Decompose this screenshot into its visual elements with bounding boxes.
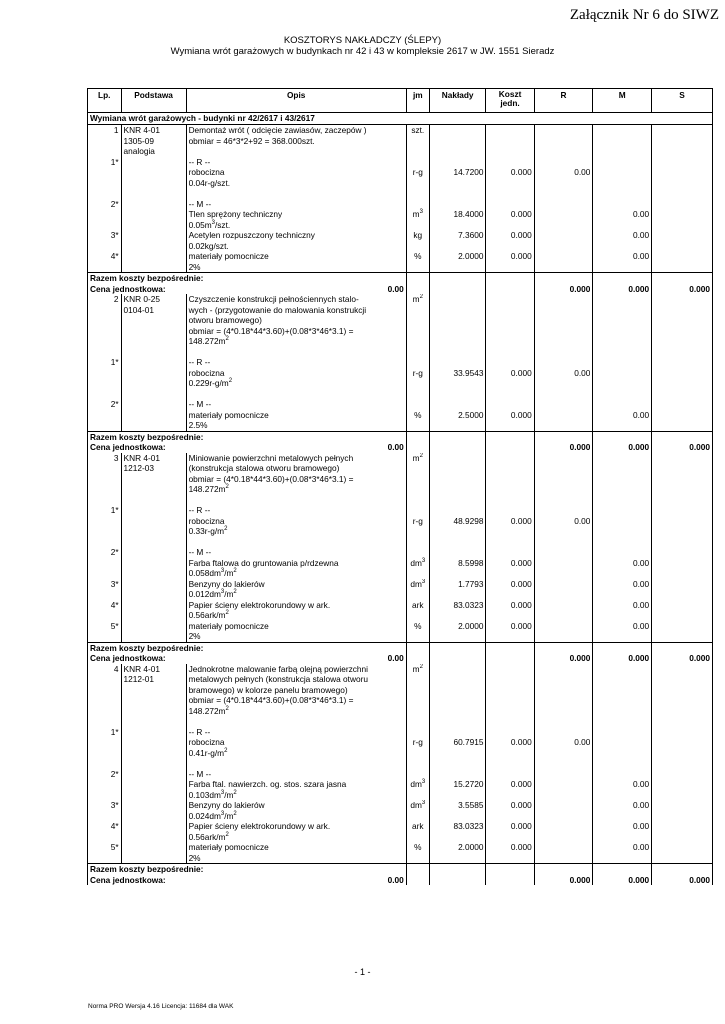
table-row: 1* -- R -- robocizna $0.41r-g/m^2$ r-g 60.7915 0.000 0.00 <box>88 727 713 769</box>
estimate-table <box>87 88 713 885</box>
table-row: 2* -- M -- Tlen sprężony techniczny $0.05m^3$/szt. $m^3$ 18.4000 0.000 0.00 <box>88 199 713 231</box>
col-r: R <box>534 89 593 113</box>
table-row: 1* -- R -- robocizna $0.229r-g/m^2$ r-g 33.9543 0.000 0.00 <box>88 357 713 399</box>
section-row: Wymiana wrót garażowych - budynki nr 42/2617 i 43/2617 <box>88 113 713 125</box>
table-row: 5* materiały pomocnicze 2% % 2.0000 0.000 0.00 <box>88 842 713 864</box>
col-naklady: Nakłady <box>429 89 486 113</box>
document-subtitle: Wymiana wrót garażowych w budynkach nr 42 i 43 w kompleksie 2617 w JW. 1551 Sieradz <box>170 46 555 57</box>
table-row: 3* Benzyny do lakierów $0.024dm^3/m^2$ $dm^3$ 3.5585 0.000 0.00 <box>88 800 713 821</box>
table-row: 4* Papier ścieny elektrokorundowy w ark. $0.56ark/m^2$ ark 83.0323 0.000 0.00 <box>88 600 713 621</box>
table-row: 2* -- M -- Farba ftal. nawierzch. og. stos. szara jasna $0.103dm^3/m^2$ $dm^3$ 15.2720 0.000 0.00 <box>88 769 713 801</box>
table-row: 3 KNR 4-01 1212-03 Miniowanie powierzchni metalowych pełnych (konstrukcja stalowa otworu bramowego) obmiar = (4*0.18*44*3.60)+(0.08*3*46*3.1) = $148.272m^2$ $m^2$ <box>88 453 713 506</box>
table-row: 2* -- M -- Farba ftalowa do gruntowania p/rdzewna $0.058dm^3/m^2$ $dm^3$ 8.5998 0.000 0.00 <box>88 547 713 579</box>
table-row: 1* -- R -- robocizna $0.33r-g/m^2$ r-g 48.9298 0.000 0.00 <box>88 505 713 547</box>
table-row: Razem koszty bezpośrednie: Cena jednostkowa: 0.00 0.000 0.000 0.000 <box>88 864 713 886</box>
table-row: 4* Papier ścieny elektrokorundowy w ark. $0.56ark/m^2$ ark 83.0323 0.000 0.00 <box>88 821 713 842</box>
table-row: 4* materiały pomocnicze 2% % 2.0000 0.000 0.00 <box>88 251 713 273</box>
col-m: M <box>593 89 652 113</box>
table-row: 3* Acetylen rozpuszczony techniczny 0.02kg/szt. kg 7.3600 0.000 0.00 <box>88 230 713 251</box>
col-s: S <box>652 89 713 113</box>
table-row: 3* Benzyny do lakierów $0.012dm^3/m^2$ $dm^3$ 1.7793 0.000 0.00 <box>88 579 713 600</box>
table-row: 2* -- M -- materiały pomocnicze 2.5% % 2.5000 0.000 0.00 <box>88 399 713 431</box>
table-row: Razem koszty bezpośrednie: Cena jednostkowa: 0.00 0.000 0.000 0.000 <box>88 431 713 453</box>
attachment-label: Załącznik Nr 6 do SIWZ <box>569 7 719 23</box>
document-title: KOSZTORYS NAKŁADCZY (ŚLEPY) <box>283 35 442 46</box>
table-row: Razem koszty bezpośrednie: Cena jednostkowa: 0.00 0.000 0.000 0.000 <box>88 642 713 664</box>
table-row: Razem koszty bezpośrednie: Cena jednostkowa: 0.00 0.000 0.000 0.000 <box>88 273 713 295</box>
table-header <box>88 89 713 113</box>
table-row: 1 KNR 4-01 1305-09 analogia Demontaż wrót ( odcięcie zawiasów, zaczepów ) obmiar = 46*3*2+92 = 368.000szt. szt. <box>88 125 713 157</box>
table-row: 4 KNR 4-01 1212-01 Jednokrotne malowanie farbą olejną powierzchni metalowych pełnych (konstrukcja stalowa otworu bramowego) w kolorze panelu bramowego) obmiar = (4*0.18*44*3.60)+(0.08*3*46*3.1) = $148.272m^2$ $m^2$ <box>88 664 713 727</box>
page-number: - 1 - <box>354 967 371 977</box>
table-row: 2 KNR 0-25 0104-01 Czyszczenie konstrukcji pełnościennych stalo- wych - (przygotowanie do malowania konstrukcji otworu bramowego) obmiar = (4*0.18*44*3.60)+(0.08*3*46*3.1) = $148.272m^2$ $m^2$ <box>88 294 713 357</box>
col-podstawa: Podstawa <box>121 89 186 113</box>
table-row: 1* -- R -- robocizna 0.04r-g/szt. r-g 14.7200 0.000 0.00 <box>88 157 713 199</box>
col-koszt: Koszt jedn. <box>486 89 534 113</box>
col-lp: Lp. <box>88 89 122 113</box>
col-jm: jm <box>406 89 429 113</box>
col-opis: Opis <box>186 89 406 113</box>
table-row: 5* materiały pomocnicze 2% % 2.0000 0.000 0.00 <box>88 621 713 643</box>
footer-license: Norma PRO Wersja 4.16 Licencja: 11684 dla WAK <box>88 1003 234 1010</box>
